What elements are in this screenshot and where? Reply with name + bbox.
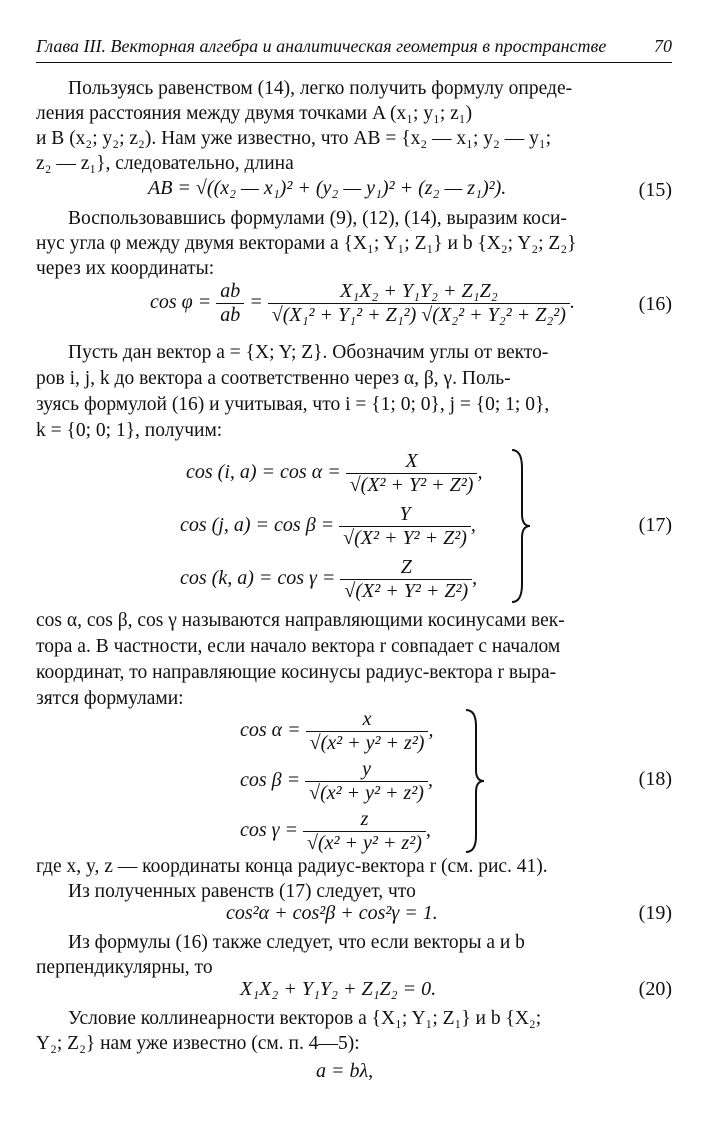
chapter-title: Глава III. Векторная алгебра и аналитическая геометрия в пространстве: [36, 36, 607, 56]
text-line: Из формулы (16) также следует, что если векторы a и b: [68, 932, 525, 953]
text-line: cos α, cos β, cos γ называются направляющими косинусами век-: [36, 610, 565, 631]
formula-lhs: cos φ =: [150, 291, 212, 314]
numerator: Y: [339, 503, 471, 527]
formula-lhs: cos (j, a) = cos β =: [180, 514, 335, 537]
formula-18c: cos γ = $\frac{z}{\text{√(x² + y² + z²)}}$ ,: [240, 808, 431, 854]
text-line: ления расстояния между двумя точками A (x₁; y₁; z₁): [36, 103, 473, 124]
text-line: Воспользовавшись формулами (9), (12), (14), выразим коси-: [68, 208, 567, 229]
numerator: X: [346, 450, 478, 474]
fraction: [306, 708, 429, 755]
formula-20: X₁X₂ + Y₁Y₂ + Z₁Z₂ = 0.: [240, 978, 437, 1000]
text-line: и B (x₂; y₂; z₂). Нам уже известно, что AB = {x₂ — x₁; y₂ — y₁;: [36, 128, 552, 149]
text-line: зятся формулами:: [36, 688, 184, 709]
text-line: Пользуясь равенством (14), легко получить формулу опреде-: [68, 78, 573, 99]
formula-lhs: cos γ =: [240, 819, 299, 842]
text-line: ров i, j, k до вектора a соответственно через α, β, γ. Поль-: [36, 368, 511, 389]
text-line: нус угла φ между двумя векторами a {X₁; Y₁; Z₁} и b {X₂; Y₂; Z₂}: [36, 233, 577, 254]
fraction: [339, 503, 471, 550]
formula-15: AB = √((x₂ — x₁)² + (y₂ — y₁)² + (z₂ — z₁)²).: [148, 177, 507, 199]
text-line: где x, y, z — координаты конца радиус-вектора r (см. рис. 41).: [36, 856, 548, 877]
denominator: ab: [220, 304, 241, 326]
numerator: Z: [340, 556, 472, 580]
denominator: √(x² + y² + z²): [309, 782, 424, 804]
equation-number: (16): [638, 293, 672, 315]
numerator: X₁X₂ + Y₁Y₂ + Z₁Z₂: [268, 280, 570, 304]
text-line: k = {0; 0; 1}, получим:: [36, 420, 223, 441]
fraction: [340, 556, 472, 603]
text-line: Условие коллинеарности векторов a {X₁; Y₁; Z₁} и b {X₂;: [68, 1008, 542, 1029]
fraction: [305, 758, 428, 805]
formula-18b: cos β = $\frac{y}{\text{√(x² + y² + z²)}}$ ,: [240, 758, 433, 804]
formula-lhs: cos β =: [240, 769, 301, 792]
denominator: √(X² + Y² + Z²): [343, 527, 467, 549]
text-line: координат, то направляющие косинусы радиус-вектора r выра-: [36, 662, 557, 683]
numerator: y: [305, 758, 428, 782]
formula-lhs: cos (k, a) = cos γ =: [180, 567, 336, 590]
formula-lhs: cos α =: [240, 719, 301, 742]
page-number: 70: [654, 36, 672, 56]
equation-number: (19): [638, 902, 672, 924]
fraction: [346, 450, 478, 497]
numerator: ab: [216, 280, 244, 304]
text-line: зуясь формулой (16) и учитывая, что i = {1; 0; 0}, j = {0; 1; 0},: [36, 394, 550, 415]
fraction: [303, 808, 426, 855]
text-line: Y₂; Z₂} нам уже известно (см. п. 4—5):: [36, 1033, 360, 1054]
text-line: Из полученных равенств (17) следует, что: [68, 881, 416, 902]
denominator: √(X² + Y² + Z²): [344, 580, 469, 602]
denominator: √(x² + y² + z²): [307, 832, 422, 854]
denominator: √(x² + y² + z²): [309, 732, 425, 754]
formula-18a: cos α = $\frac{x}{\text{√(x² + y² + z²)}}$ ,: [240, 708, 434, 754]
text-line: перпендикулярны, то: [36, 957, 213, 978]
denominator: √(X² + Y² + Z²): [349, 474, 474, 496]
formula-19: cos²α + cos²β + cos²γ = 1.: [226, 902, 438, 924]
formula-17b: cos (j, a) = cos β = $\frac{Y}{\text{√(X² + Y² + Z²)}}$ ,: [180, 503, 476, 549]
formula-17c: cos (k, a) = cos γ = $\frac{Z}{\text{√(X² + Y² + Z²)}}$ ,: [180, 556, 478, 602]
equation-number: (17): [638, 514, 672, 536]
fraction: [268, 280, 570, 327]
equation-number: (15): [638, 179, 672, 201]
right-brace-icon: [508, 448, 532, 604]
text-line: через их координаты:: [36, 258, 215, 279]
formula-17a: cos (i, a) = cos α = $\frac{X}{\text{√(X² + Y² + Z²)}}$ ,: [186, 450, 483, 496]
denominator: √(X₁² + Y₁² + Z₁²) √(X₂² + Y₂² + Z₂²): [271, 304, 566, 326]
formula-16: cos φ = $\frac{ab}{ab}$ = $\frac{\text{X₁X₂ + Y₁Y₂ + Z₁Z₂}}{\text{√(X₁² + Y₁² + Z₁²) √(X₂² + Y₂² + Z₂²)}}$ .: [150, 280, 575, 326]
numerator: x: [306, 708, 429, 732]
running-header: [36, 32, 672, 63]
right-brace-icon: [462, 708, 486, 854]
formula-21: a = bλ,: [316, 1060, 374, 1082]
text-line: тора a. В частности, если начало вектора r совпадает с началом: [36, 636, 561, 657]
numerator: z: [303, 808, 426, 832]
fraction: [216, 280, 244, 327]
formula-lhs: cos (i, a) = cos α =: [186, 461, 341, 484]
equation-number: (20): [638, 978, 672, 1000]
text-line: Пусть дан вектор a = {X; Y; Z}. Обозначим углы от векто-: [68, 342, 549, 363]
text-line: z₂ — z₁}, следовательно, длина: [36, 153, 294, 174]
equation-number: (18): [638, 768, 672, 790]
